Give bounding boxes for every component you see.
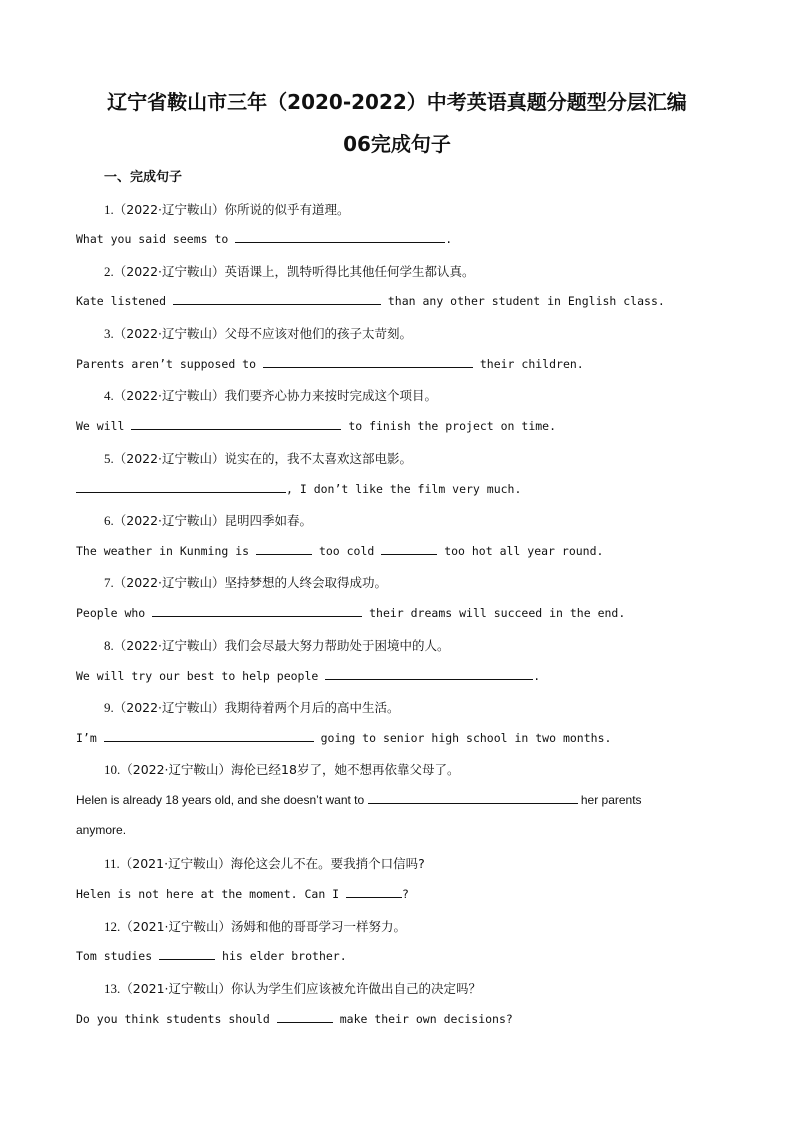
answer-blank[interactable] <box>131 418 341 430</box>
answer-blank[interactable] <box>76 481 286 493</box>
question-sentence: Kate listened than any other student in English class. <box>76 294 665 308</box>
question-prompt: 5.（2022·辽宁鞍山）说实在的，我不太喜欢这部电影。 <box>104 451 413 466</box>
question-sentence: Do you think students should make their own decisions? <box>76 1012 513 1026</box>
answer-blank[interactable] <box>159 948 215 960</box>
question-sentence: , I don’t like the film very much. <box>76 481 521 496</box>
question-prompt: 4.（2022·辽宁鞍山）我们要齐心协力来按时完成这个项目。 <box>104 388 438 403</box>
question-prompt: 1.（2022·辽宁鞍山）你所说的似乎有道理。 <box>104 202 350 217</box>
question-prompt: 7.（2022·辽宁鞍山）坚持梦想的人终会取得成功。 <box>104 575 388 590</box>
question-sentence: People who their dreams will succeed in the end. <box>76 606 626 620</box>
question-sentence: Helen is already 18 years old, and she doesn’t want to her parents <box>76 793 642 807</box>
question-prompt: 13.（2021·辽宁鞍山）你认为学生们应该被允许做出自己的决定吗？ <box>104 981 482 996</box>
question-sentence: Helen is not here at the moment. Can I ? <box>76 887 409 901</box>
answer-blank[interactable] <box>368 792 578 804</box>
answer-blank[interactable] <box>173 293 381 305</box>
answer-blank[interactable] <box>263 356 473 368</box>
answer-blank[interactable] <box>235 231 445 243</box>
question-sentence: We will to finish the project on time. <box>76 419 557 433</box>
question-prompt: 3.（2022·辽宁鞍山）父母不应该对他们的孩子太苛刻。 <box>104 326 413 341</box>
question-prompt: 11.（2021·辽宁鞍山）海伦这会儿不在。要我捎个口信吗? <box>104 856 425 871</box>
question-sentence-continued: anymore. <box>76 823 127 837</box>
document-title: 辽宁省鞍山市三年（2020-2022）中考英语真题分题型分层汇编 <box>107 90 687 114</box>
question-sentence: I’m going to senior high school in two months. <box>76 731 612 745</box>
question-prompt: 10.（2022·辽宁鞍山）海伦已经18岁了，她不想再依靠父母了。 <box>104 762 460 777</box>
answer-blank[interactable] <box>152 605 362 617</box>
question-prompt: 9.（2022·辽宁鞍山）我期待着两个月后的高中生活。 <box>104 700 400 715</box>
answer-blank[interactable] <box>346 886 402 898</box>
answer-blank[interactable] <box>381 543 437 555</box>
question-sentence: The weather in Kunming is too cold too hot all year round. <box>76 544 604 558</box>
question-sentence: Tom studies his elder brother. <box>76 949 347 963</box>
question-prompt: 2.（2022·辽宁鞍山）英语课上，凯特听得比其他任何学生都认真。 <box>104 264 475 279</box>
answer-blank[interactable] <box>104 730 314 742</box>
question-sentence: What you said seems to . <box>76 232 453 246</box>
document-subtitle: 06完成句子 <box>343 132 451 156</box>
question-sentence: Parents aren’t supposed to their children. <box>76 357 584 371</box>
answer-blank[interactable] <box>325 668 533 680</box>
answer-blank[interactable] <box>256 543 312 555</box>
answer-blank[interactable] <box>277 1011 333 1023</box>
question-prompt: 6.（2022·辽宁鞍山）昆明四季如春。 <box>104 513 313 528</box>
section-heading: 一、完成句子 <box>104 170 183 185</box>
question-prompt: 8.（2022·辽宁鞍山）我们会尽最大努力帮助处于困境中的人。 <box>104 638 450 653</box>
question-sentence: We will try our best to help people . <box>76 669 541 683</box>
question-prompt: 12.（2021·辽宁鞍山）汤姆和他的哥哥学习一样努力。 <box>104 919 407 934</box>
